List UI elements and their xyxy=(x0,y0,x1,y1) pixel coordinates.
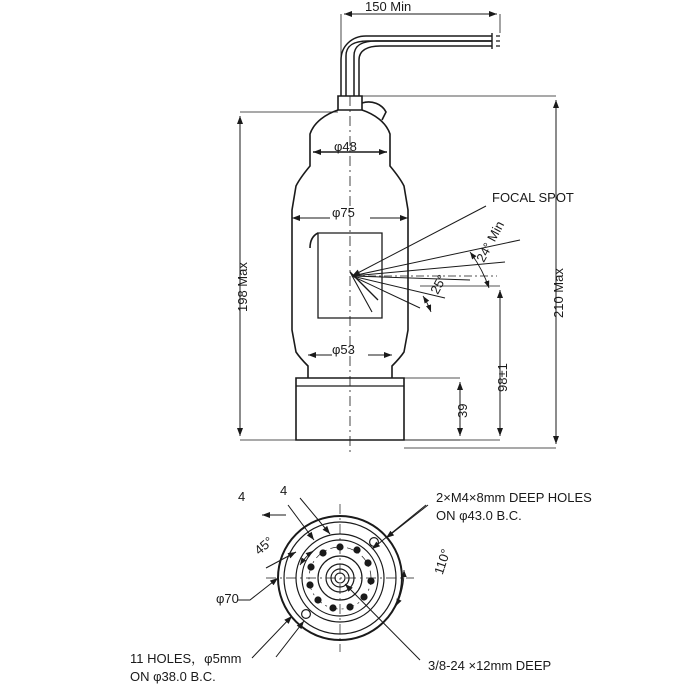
dim-198-max xyxy=(240,112,338,440)
dim-98 xyxy=(404,286,500,440)
label-dim-4b: 4 xyxy=(280,483,288,498)
label-11-holes-line1: 11 HOLES，φ5mm xyxy=(130,651,242,666)
label-98: 98±1 xyxy=(495,363,510,392)
dim-39 xyxy=(404,378,460,440)
label-dia-53: φ53 xyxy=(332,342,355,357)
cable-lines xyxy=(341,33,500,96)
label-m4-holes-line2: ON φ43.0 B.C. xyxy=(436,508,522,523)
label-angle-110: 110° xyxy=(431,547,454,577)
label-198-max: 198 Max xyxy=(235,262,250,312)
hole-pattern xyxy=(306,543,374,611)
bottom-view xyxy=(238,498,428,660)
label-210-max: 210 Max xyxy=(551,268,566,318)
label-dia-75: φ75 xyxy=(332,205,355,220)
dim-150-min xyxy=(341,14,500,60)
label-angle-25: 25° xyxy=(427,272,450,297)
label-m4-holes-line1: 2×M4×8mm DEEP HOLES xyxy=(436,490,592,505)
label-angle-24: 24° Min xyxy=(473,218,508,265)
label-dia-48: φ48 xyxy=(334,139,357,154)
label-thread-note: 3/8-24 ×12mm DEEP xyxy=(428,658,552,673)
label-dia-70: φ70 xyxy=(216,591,239,606)
label-cable-length: 150 Min xyxy=(365,0,412,14)
label-39: 39 xyxy=(455,403,470,418)
label-focal-spot: FOCAL SPOT xyxy=(492,190,574,205)
label-angle-45: 45° xyxy=(251,533,277,558)
label-dim-4a: 4 xyxy=(238,489,246,504)
label-11-holes-line2: ON φ38.0 B.C. xyxy=(130,669,216,684)
